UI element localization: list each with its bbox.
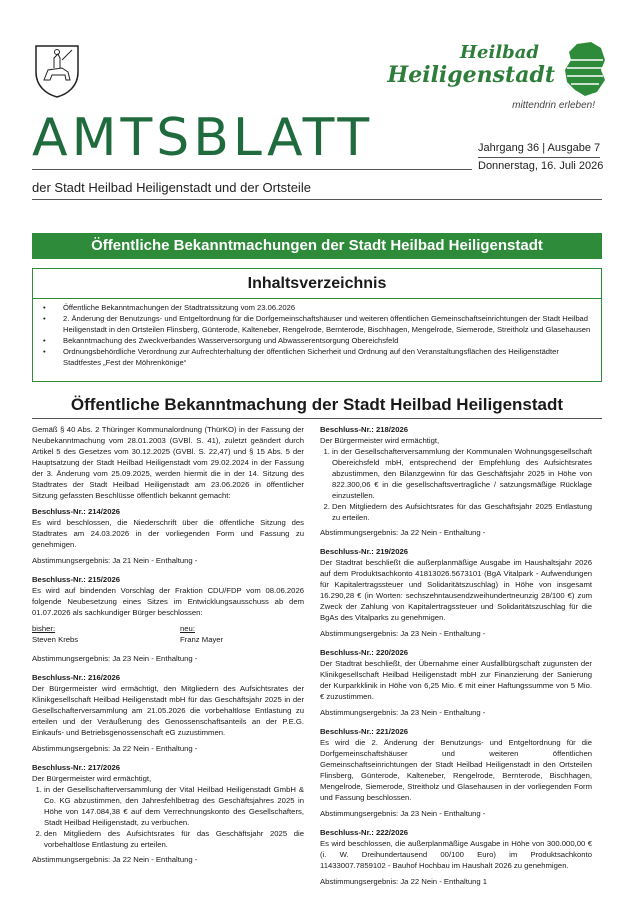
resolution-title: Beschluss-Nr.: 218/2026 [320,425,409,434]
vote-result: Abstimmungsergebnis: Ja 22 Nein - Enthaltung - [320,528,486,537]
intro-text: Gemäß § 40 Abs. 2 Thüringer Kommunalordnung (ThürKO) in der Fassung der Neubekanntmachung vom 28.01.2003 (GVBl. S. 41), zuletzt geändert durch Artikel 5 des Gesetzes vom 30.12.2025 (GVBl. S. 22,47) und § 15 Abs. 5 der Hauptsatzung der Stadt Heilbad Heiligenstadt vom 29.02.2024 in der Fassung der 3. Änderung vom 25.09.2025, werden hiermit die in der 14. Sitzung des Stadtrates der Stadt Heilbad Heiligenstadt am 23.06.2026 in öffentlicher Sitzung gefassten Beschlüsse öffentlich bekannt gemacht: [32,425,304,500]
vote-result: Abstimmungsergebnis: Ja 22 Nein - Enthaltung - [32,744,198,753]
toc-item-text: Bekanntmachung des Zweckverbandes Wasserversorgung und Abwasserentsorgung Obereichsfeld [63,336,399,345]
vote-result: Abstimmungsergebnis: Ja 22 Nein - Enthaltung - [32,855,198,864]
bullet-icon: • [43,347,46,356]
list-item: 2. den Mitgliedern des Aufsichtsrates für das Geschäftsjahr 2025 die vorbehaltlose Entlastung zu erteilen. [44,828,304,850]
bullet-icon: • [43,303,46,312]
resolution-text: Der Bürgermeister wird ermächtigt, [32,774,152,783]
list-item: 1. in der Gesellschafterversammlung der Kommunalen Wohnungsgesellschaft Obereichsfeld mbH, entsprechend der Empfehlung des Aufsichtsrates abzustimmen, den Bilanzgewinn für das Geschäftsjahr 2025 in Höhe von 822.300,06 € in die gesellschaftsvertragliche / satzungsmäßige Rücklage einzustellen. [332,446,592,501]
resolution-text: Der Bürgermeister wird ermächtigt, den Mitgliedern des Aufsichtsrates der Klinikgesellschaft Heilbad Heiligenstadt mbH für das Geschäftsjahr 2025 in der Gesellschafterversammlung am 21.05.2026 die vorbehaltlose Entlastung zu erteilen und der Veräußerung des Genossenschaftsanteils an der P.E.G. Einkaufs- und Betriebsgenossenschaft eG zuzustimmen. [32,684,304,737]
brand-line-2: Heiligenstadt [387,62,555,88]
brand-line-1: Heilbad [460,42,539,63]
brand-slogan: mittendrin erleben! [512,100,595,111]
right-column [320,424,592,895]
table-of-contents [32,268,602,382]
toc-item-text: Ordnungsbehördliche Verordnung zur Aufrechterhaltung der öffentlichen Sicherheit und Ordnung auf den Veranstaltungsflächen des Heiligenstädter Stadtfestes „Fest der Möhrenkönige“ [63,347,559,367]
resolution-list [32,784,304,850]
brand-logo [387,40,607,120]
seat-new-name: Franz Mayer [180,635,224,644]
resolution-title: Beschluss-Nr.: 221/2026 [320,727,409,736]
resolution-list [320,446,592,523]
seat-old-label: bisher: [32,624,56,633]
issue-number: Jahrgang 36 | Ausgabe 7 [478,142,601,154]
resolution-title: Beschluss-Nr.: 215/2026 [32,575,121,584]
announcement-rule [32,418,602,419]
toc-list [33,302,601,368]
toc-item [43,335,597,346]
seat-new-label: neu: [180,624,195,633]
resolution-text: Der Stadtrat beschließt, der Übernahme einer Ausfallbürgschaft zugunsten der Klinikgesellschaft Heilbad Heiligenstadt mbH zur Finanzierung der Sanierung der Kurparkklinik in Höhe von 6,25 Mio. € mit einer Haftungssumme von 5 Mio. € zuzustimmen. [320,659,592,701]
vote-result: Abstimmungsergebnis: Ja 21 Nein - Enthaltung - [32,556,198,565]
list-item: 1. in der Gesellschafterversammlung der Vital Heilbad Heiligenstadt GmbH & Co. KG abzustimmen, den Jahresfehlbetrag des Geschäftsjahres 2025 in Höhe von 147.084,38 € auf dem Verrechnungskonto des Gesellschafters, Stadt Heilbad Heiligenstadt, zu verbuchen. [44,784,304,828]
resolution-title: Beschluss-Nr.: 214/2026 [32,507,121,516]
toc-item-text: Öffentliche Bekanntmachungen der Stadtratssitzung vom 23.06.2026 [63,303,296,312]
resolution-text: Der Stadtrat beschließt die außerplanmäßige Ausgabe im Haushaltsjahr 2026 auf dem Produktsachkonto 41813026.5673101 (BgA Vitalpark - Aufwendungen für Kapitalertragssteuer und Solidaritätszuschlag) in Höhe von insgesamt 16.290,28 € (in Worten: sechszehntausendzweihundertneunzig 28/100 €) zum Zweck der Zahlung von Kapitalertragssteuer und Solidaritätszuschlag für die BgAs des Vitalparks zu genehmigen. [320,558,592,622]
bullet-icon: • [43,314,46,323]
bullet-icon: • [43,336,46,345]
resolution-text: Es wird auf bindenden Vorschlag der Fraktion CDU/FDP vom 08.06.2026 folgende Neubesetzung eines Sitzes im Entwicklungsausschuss ab dem 01.07.2026 als sachkundiger Bürger beschlossen: [32,586,304,617]
vote-result: Abstimmungsergebnis: Ja 23 Nein - Enthaltung - [32,654,198,663]
vote-result: Abstimmungsergebnis: Ja 23 Nein - Enthaltung - [320,809,486,818]
issue-date: Donnerstag, 16. Juli 2026 [478,160,604,172]
list-item: 2. Den Mitgliedern des Aufsichtsrates für das Geschäftsjahr 2025 Entlastung zu erteilen. [332,501,592,523]
masthead-title: AMTSBLATT [32,108,374,168]
resolution-title: Beschluss-Nr.: 216/2026 [32,673,121,682]
resolution-title: Beschluss-Nr.: 222/2026 [320,828,409,837]
toc-item [43,313,597,335]
announcement-title: Öffentliche Bekanntmachung der Stadt Heilbad Heiligenstadt [70,395,564,414]
seat-change [32,623,304,645]
left-column [32,424,304,873]
resolution-title: Beschluss-Nr.: 219/2026 [320,547,409,556]
section-banner: Öffentliche Bekanntmachungen der Stadt Heilbad Heiligenstadt [32,233,602,259]
resolution-title: Beschluss-Nr.: 217/2026 [32,763,121,772]
map-logo-icon [563,42,607,96]
seat-old-name: Steven Krebs [32,635,79,644]
toc-divider [33,298,601,299]
toc-item [43,302,597,313]
resolution-text: Es wird beschlossen, die Niederschrift über die öffentliche Sitzung des Stadtrates am 24.03.2026 in der vorliegenden Form und Fassung zu genehmigen. [32,518,304,549]
issue-info [478,140,603,175]
coat-of-arms-icon [32,42,82,98]
vote-result: Abstimmungsergebnis: Ja 23 Nein - Enthaltung - [320,708,486,717]
vote-result: Abstimmungsergebnis: Ja 23 Nein - Enthaltung - [320,629,486,638]
seat-old [32,623,180,645]
resolution-text: Es wird die 2. Änderung der Benutzungs- und Entgeltordnung für die Dorfgemeinschaftshäuser und weiteren öffentlichen Gemeinschaftseinrichtungen der Stadt Heilbad Heiligenstadt in den Ortsteilen Flinsberg, Günterode, Kalteneber, Rengelrode, Bernterode, Bischhagen, Mengelrode, Siemerode, Streitholz und Glasehausen in der vorliegenden Form und Fassung beschlossen. [320,738,592,802]
seat-new [180,623,223,645]
vote-result: Abstimmungsergebnis: Ja 22 Nein - Enthaltung 1 [320,877,488,886]
masthead-bottom-rule [32,199,602,200]
masthead-subtitle: der Stadt Heilbad Heiligenstadt und der Ortsteile [32,180,311,195]
resolution-text: Der Bürgermeister wird ermächtigt, [320,436,440,445]
resolution-text: Es wird beschlossen, die außerplanmäßige Ausgabe in Höhe von 300.000,00 € (i. W. Dreihundertausend 00/100 Euro) im Produktsachkonto 11433007.7859102 - Bauhof Hochbau im Haushalt 2026 zu genehmigen. [320,839,592,870]
masthead-rule [32,169,472,170]
toc-title: Inhaltsverzeichnis [247,275,387,292]
toc-item [43,346,597,368]
toc-item-text: 2. Änderung der Benutzungs- und Entgeltordnung für die Dorfgemeinschaftshäuser und weiteren öffentlichen Gemeinschaftseinrichtungen der Stadt Heilbad Heiligenstadt in den Ortsteilen Flinsberg, Günterode, Kalteneber, Rengelrode, Bernterode, Bischhagen, Mengelrode, Siemerode, Streitholz und Glasehausen [63,314,591,334]
resolution-title: Beschluss-Nr.: 220/2026 [320,648,409,657]
